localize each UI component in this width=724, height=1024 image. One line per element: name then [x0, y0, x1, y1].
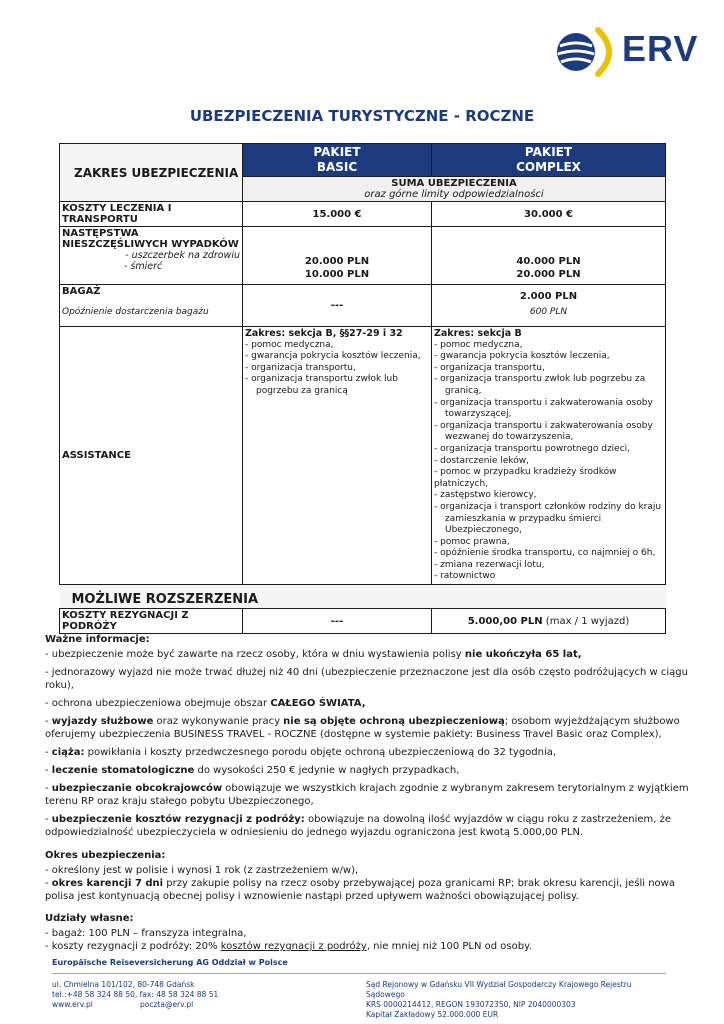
period-line-2: - okres karencji 7 dni przy zakupie polisy na rzecz osoby przebywającej poza granicami RP; brak okresu karencji, jeśli nowa polisa jest kontynuacją obecnej polisy i wznowienie nastąpi przed upływem ważności obowiązującej polisy. — [45, 878, 675, 902]
footer-court: Sąd Rejonowy w Gdańsku VII Wydział Gospodarczy Krajowego Rejestru Sądowego — [366, 980, 632, 999]
info-business: - wyjazdy służbowe oraz wykonywanie pracy nie są objęte ochroną ubezpieczeniową; osobom wyjeżdżającym służbowo oferujemy ubezpieczenia BUSINESS TRAVEL - ROCZNE (dostępne w systemie pakiety: Business Travel Basic oraz Complex), — [45, 716, 680, 740]
footer-website[interactable]: www.erv.pl — [52, 1000, 93, 1009]
row-cancellation-label: KOSZTY REZYGNACJI Z PODRÓŻY — [60, 609, 243, 634]
logo-wordmark: ERV — [622, 28, 699, 69]
row-baggage-label: BAGAŻ Opóźnienie dostarczenia bagażu — [60, 285, 243, 327]
period-line-1: - określony jest w polisie i wynosi 1 rok (z zastrzeżeniem w/w), — [45, 865, 359, 876]
coverage-table — [59, 143, 666, 634]
complex-package-header: PAKIET COMPLEX — [432, 144, 666, 177]
info-dental: - leczenie stomatologiczne do wysokości 250 € jedynie w nagłych przypadkach, — [45, 765, 460, 776]
row-accident-basic: 20.000 PLN 10.000 PLN — [243, 227, 432, 285]
sum-insured-header: SUMA UBEZPIECZENIA oraz górne limity odpowiedzialności — [243, 177, 666, 202]
row-medical-complex: 30.000 € — [432, 202, 666, 227]
info-cancellation: - ubezpieczenie kosztów rezygnacji z podróży: obowiązuje na dowolną ilość wyjazdów w ciągu roku z zastrzeżeniem, że odpowiedzialność ubezpieczyciela w odniesieniu do jednego wyjazdu ograniczona jest kwotą 5.000,00 PLN. — [45, 814, 672, 838]
important-info — [45, 633, 693, 844]
footer-email[interactable]: poczta@erv.pl — [140, 1000, 194, 1009]
footer-address: ul. Chmielna 101/102, 80-748 Gdańsk — [52, 980, 195, 989]
deductible-baggage: - bagaż: 100 PLN – franszyza integralna, — [45, 928, 247, 939]
footer-krs: KRS 0000214412, REGON 193072350, NIP 2040000303 — [366, 1000, 576, 1009]
row-assistance-label: ASSISTANCE — [60, 327, 243, 585]
footer-company: Europäische Reiseversicherung AG Oddział w Polsce — [52, 958, 666, 974]
row-baggage-complex: 2.000 PLN 600 PLN — [432, 285, 666, 327]
period-heading: Okres ubezpieczenia: — [45, 850, 166, 861]
row-baggage-basic: --- — [243, 285, 432, 327]
info-territory: - ochrona ubezpieczeniowa obejmuje obszar CAŁEGO ŚWIATA, — [45, 698, 366, 709]
row-cancellation-basic: --- — [243, 609, 432, 634]
footer-capital: Kapitał Zakładowy 52.000.000 EUR — [366, 1010, 499, 1019]
info-duration: - jednorazowy wyjazd nie może trwać dłużej niż 40 dni (ubezpieczenie przeznaczone jest dla osób często podróżujących w ciągu roku), — [45, 667, 688, 691]
scope-header: ZAKRES UBEZPIECZENIA — [60, 144, 243, 202]
row-cancellation-complex: 5.000,00 PLN (max / 1 wyjazd) — [432, 609, 666, 634]
footer-phone: tel.:+48 58 324 88 50, fax: 48 58 324 88 51 — [52, 990, 219, 999]
page-title: UBEZPIECZENIA TURYSTYCZNE - ROCZNE — [189, 107, 535, 125]
info-age: - ubezpieczenie może być zawarte na rzecz osoby, która w dniu wystawienia polisy nie ukończyła 65 lat, — [45, 649, 582, 660]
deductibles-heading: Udziały własne: — [45, 913, 134, 924]
deductibles — [45, 912, 693, 953]
extensions-title: MOŻLIWE ROZSZERZENIA — [60, 585, 666, 609]
info-pregnancy: - ciąża: powikłania i koszty przedwczesnego porodu objęte ochroną ubezpieczeniową do 32 tygodnia, — [45, 747, 557, 758]
row-medical-basic: 15.000 € — [243, 202, 432, 227]
important-info-heading: Ważne informacje: — [45, 634, 150, 645]
row-accident-label: NASTĘPSTWA NIESZCZĘŚLIWYCH WYPADKÓW - uszczerbek na zdrowiu - śmierć — [60, 227, 243, 285]
row-assistance-complex: Zakres: sekcja B - pomoc medyczna, - gwarancja pokrycia kosztów leczenia, - organizacja transportu, - organizacja transportu zwłok lub pogrzebu za granicą, - organizacja transportu i zakwaterowania osoby towarzyszącej, - organizacja transportu i zakwaterowania osoby wezwanej do towarzyszenia, - organizacja transportu powrotnego dzieci, - dostarczenie leków, - pomoc w przypadku kradzieży środków płatniczych, - zastępstwo kierowcy, - organizacja i transport członków rodziny do kraju zamieszkania w przypadku śmierci Ubezpieczonego, - pomoc prawna, - opóźnienie środka transportu, co najmniej o 6h, - zmiana rezerwacji lotu, - ratownictwo — [432, 327, 666, 585]
insurance-period — [45, 849, 693, 903]
row-assistance-basic: Zakres: sekcja B, §§27-29 i 32 - pomoc medyczna, - gwarancja pokrycia kosztów leczenia, - organizacja transportu, - organizacja transportu zwłok lub pogrzebu za granicą — [243, 327, 432, 585]
row-medical-label: KOSZTY LECZENIA I TRANSPORTU — [60, 202, 243, 227]
footer — [52, 958, 666, 1020]
row-accident-complex: 40.000 PLN 20.000 PLN — [432, 227, 666, 285]
basic-package-header: PAKIET BASIC — [243, 144, 432, 177]
info-foreigners: - ubezpieczanie obcokrajowców obowiązuje we wszystkich krajach zgodnie z wybranym zakresem terytorialnym z wyjątkiem terenu RP oraz kraju stałego pobytu Ubezpieczonego, — [45, 783, 689, 807]
deductible-cancellation: - koszty rezygnacji z podróży: 20% kosztów rezygnacji z podróży, nie mniej niż 100 PLN od osoby. — [45, 941, 532, 952]
